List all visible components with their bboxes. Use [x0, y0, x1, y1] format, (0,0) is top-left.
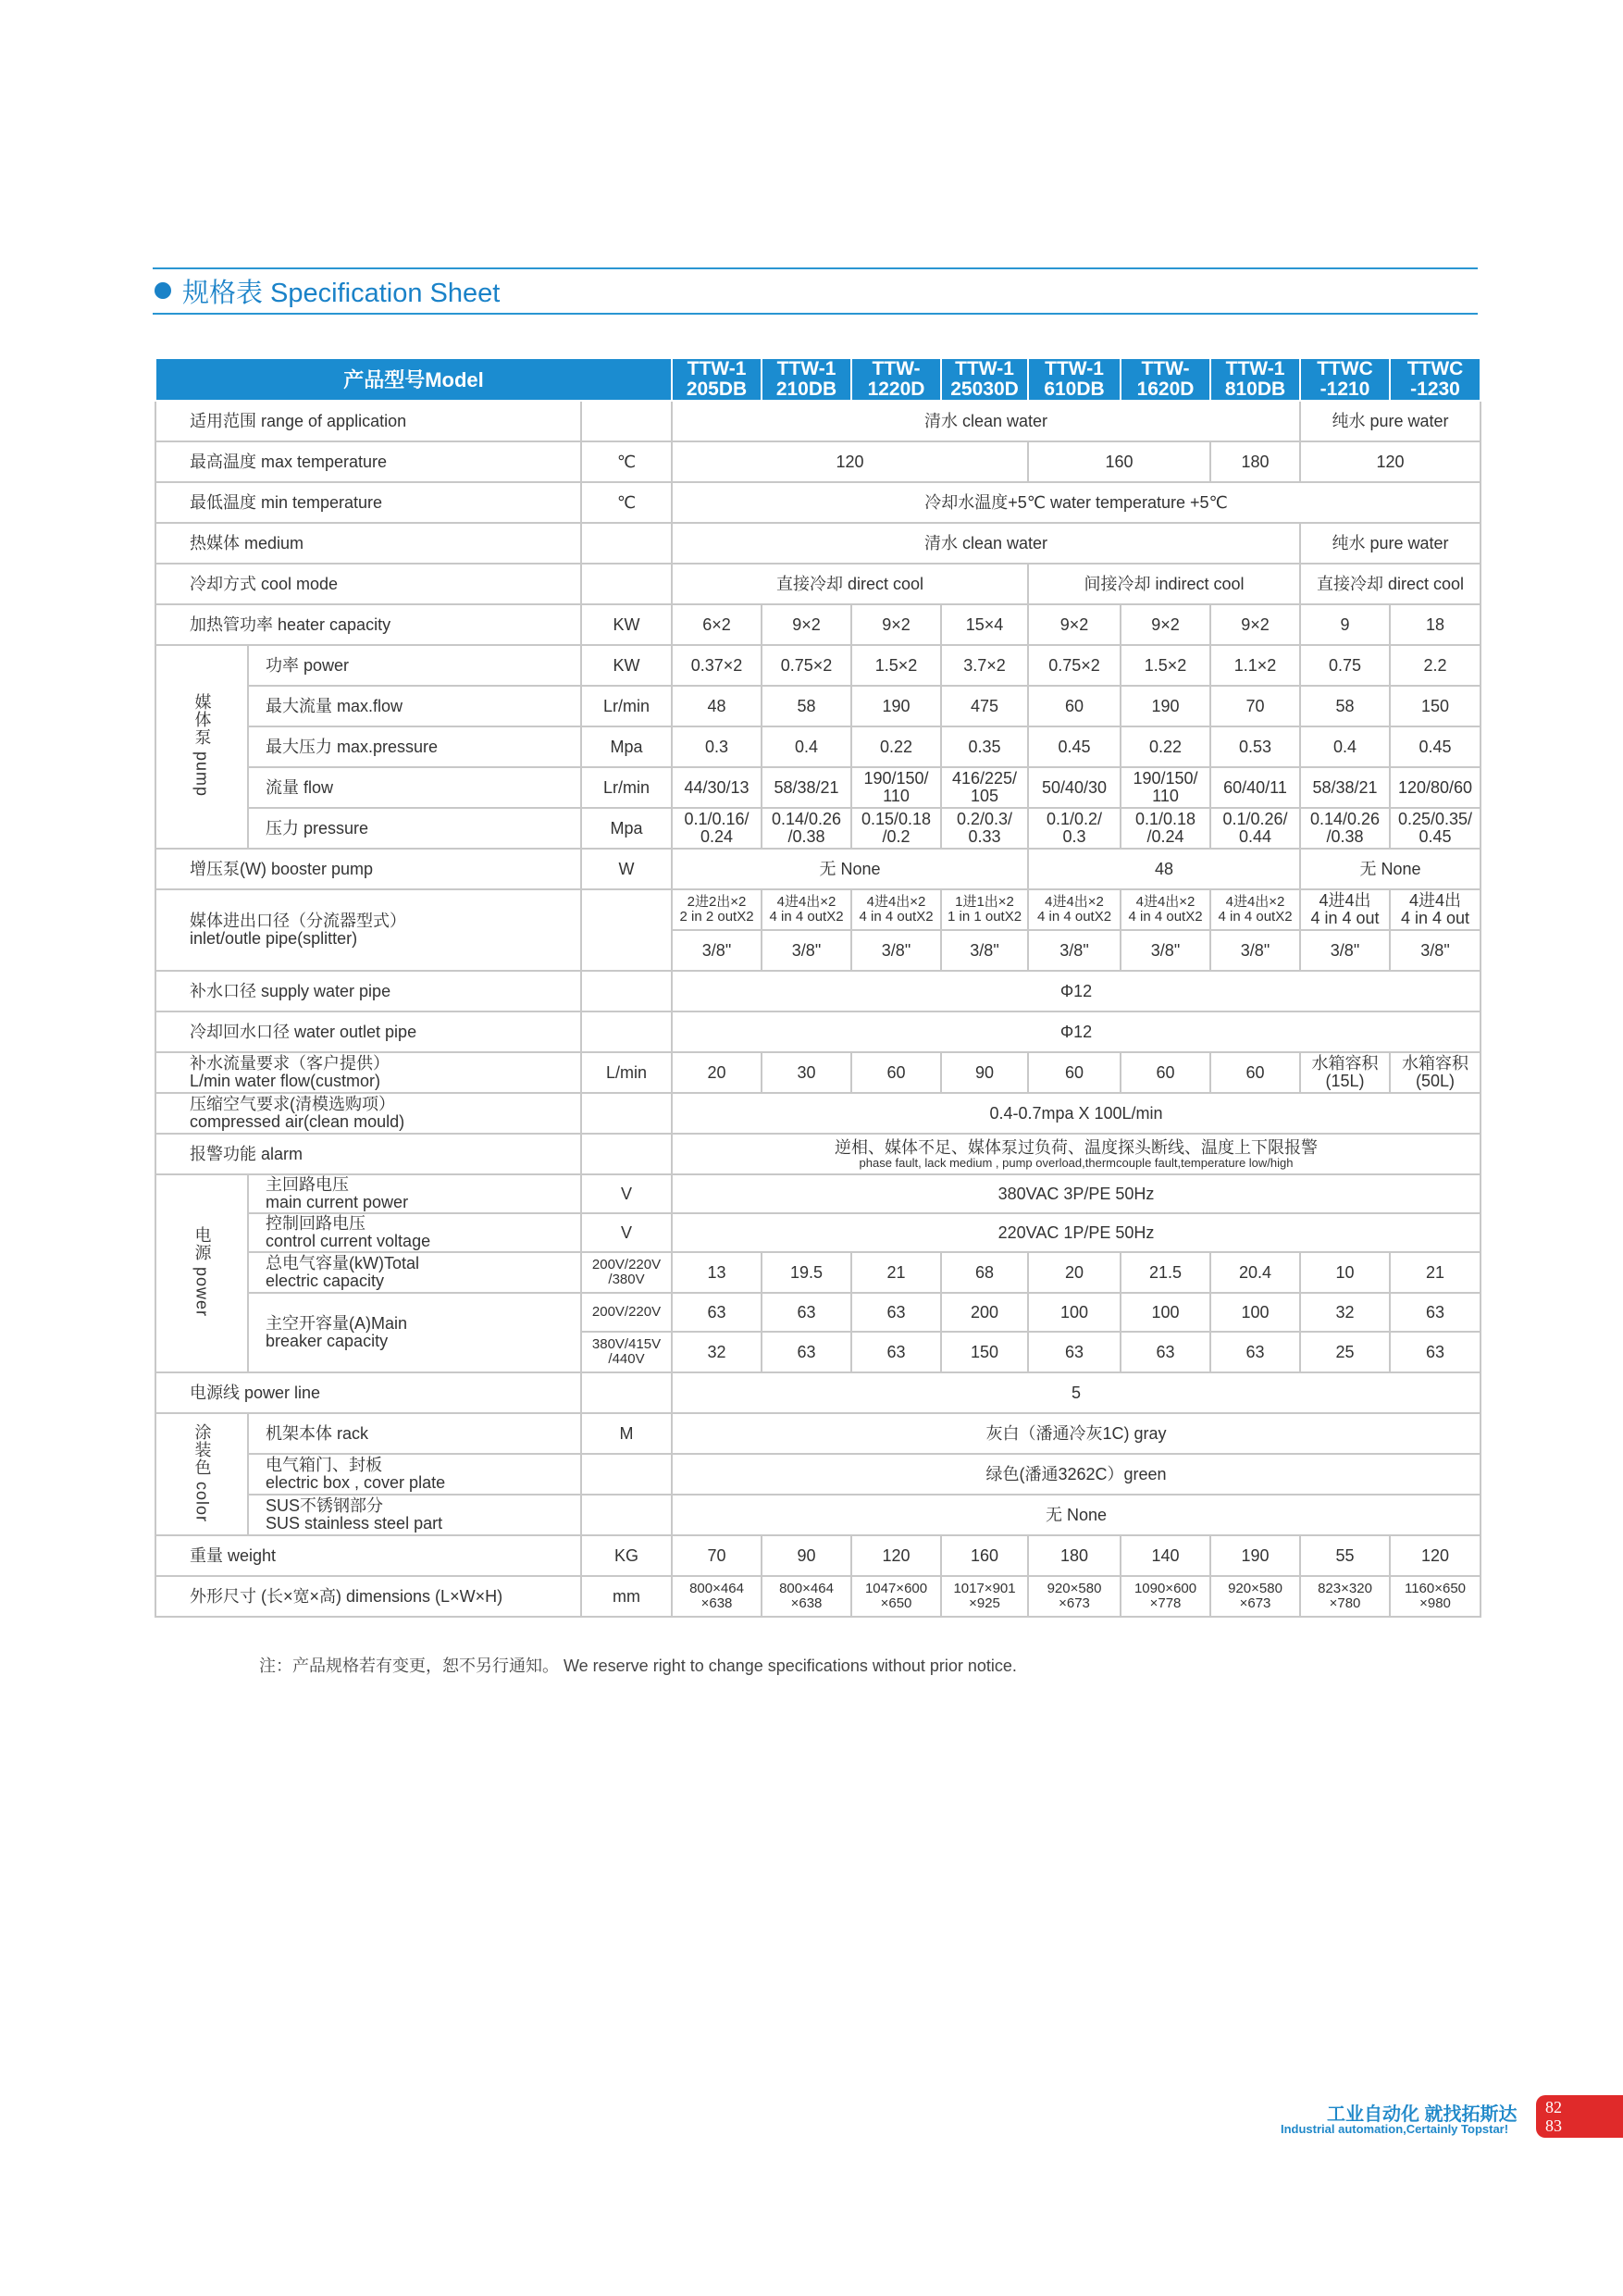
value-cell: 100	[1210, 1293, 1300, 1332]
value-cell: 4进4出×2 4 in 4 outX2	[1210, 889, 1300, 930]
page-number-right: 83	[1545, 2116, 1562, 2135]
unit-cell: M	[581, 1413, 672, 1454]
value-cell: 绿色(潘通3262C）green	[672, 1454, 1481, 1495]
value-cell: 90	[762, 1535, 851, 1576]
sub-row-label: 主空开容量(A)Main breaker capacity	[248, 1293, 581, 1372]
value-cell: 3/8"	[1028, 930, 1121, 971]
row-label: 热媒体 medium	[155, 523, 581, 564]
row-label: 最高温度 max temperature	[155, 441, 581, 482]
value-cell: 0.2/0.3/ 0.33	[941, 808, 1028, 849]
table-row	[155, 1093, 1481, 1134]
value-cell: Φ12	[672, 1011, 1481, 1052]
unit-cell: ℃	[581, 441, 672, 482]
unit-cell: Mpa	[581, 808, 672, 849]
sub-row-label: 总电气容量(kW)Total electric capacity	[248, 1252, 581, 1293]
value-cell: 冷却水温度+5℃ water temperature +5℃	[672, 482, 1481, 523]
value-cell: 63	[1028, 1332, 1121, 1372]
value-cell: 48	[672, 686, 762, 726]
value-cell: 1.5×2	[1121, 645, 1210, 686]
row-label: 补水流量要求（客户提供） L/min water flow(custmor)	[155, 1052, 581, 1093]
row-label: 压缩空气要求(清模选购项） compressed air(clean mould)	[155, 1093, 581, 1134]
value-cell: 0.3	[672, 726, 762, 767]
model-header-cell: TTW-1 210DB	[762, 358, 851, 401]
value-cell: 0.53	[1210, 726, 1300, 767]
value-cell: 58/38/21	[1300, 767, 1390, 808]
sub-row-label: 最大压力 max.pressure	[248, 726, 581, 767]
unit-cell: KG	[581, 1535, 672, 1576]
value-cell: 无 None	[672, 849, 1028, 889]
unit-cell: Lr/min	[581, 686, 672, 726]
value-cell: 0.25/0.35/ 0.45	[1390, 808, 1481, 849]
value-cell: 160	[1028, 441, 1210, 482]
unit-cell: V	[581, 1213, 672, 1252]
value-cell: 无 None	[1300, 849, 1481, 889]
table-row	[155, 604, 1481, 645]
value-cell: 3/8"	[1121, 930, 1210, 971]
value-cell: 160	[941, 1535, 1028, 1576]
row-label: 冷却方式 cool mode	[155, 564, 581, 604]
bullet-icon	[155, 282, 171, 299]
table-row	[155, 767, 1481, 808]
value-cell: 63	[1121, 1332, 1210, 1372]
row-label: 媒体进出口径（分流器型式） inlet/outle pipe(splitter)	[155, 889, 581, 971]
table-row	[155, 1454, 1481, 1495]
group-label-text: 涂装色 color	[192, 1422, 212, 1522]
value-cell: 32	[1300, 1293, 1390, 1332]
value-cell: 180	[1210, 441, 1300, 482]
unit-cell: 380V/415V /440V	[581, 1332, 672, 1372]
group-label-text: 媒体泵 pump	[192, 693, 212, 798]
table-row	[155, 1413, 1481, 1454]
value-cell: 0.75	[1300, 645, 1390, 686]
unit-cell	[581, 1372, 672, 1413]
row-label: 加热管功率 heater capacity	[155, 604, 581, 645]
value-cell: 0.4	[1300, 726, 1390, 767]
value-cell: 120	[1300, 441, 1481, 482]
value-cell: 823×320 ×780	[1300, 1576, 1390, 1617]
value-cell: 6×2	[672, 604, 762, 645]
value-cell: 63	[672, 1293, 762, 1332]
value-cell: 灰白（潘通冷灰1C) gray	[672, 1413, 1481, 1454]
unit-cell: KW	[581, 645, 672, 686]
value-cell: 2进2出×2 2 in 2 outX2	[672, 889, 762, 930]
section-bottom-rule	[153, 313, 1478, 315]
unit-cell: mm	[581, 1576, 672, 1617]
value-cell: 0.75×2	[762, 645, 851, 686]
value-cell: 9×2	[851, 604, 941, 645]
section-title: 规格表 Specification Sheet	[182, 278, 501, 308]
unit-cell: V	[581, 1174, 672, 1213]
value-cell: 90	[941, 1052, 1028, 1093]
value-cell: 44/30/13	[672, 767, 762, 808]
table-row	[155, 1011, 1481, 1052]
value-cell: 清水 clean water	[672, 401, 1300, 441]
value-cell: 1090×600 ×778	[1121, 1576, 1210, 1617]
sub-row-label: 最大流量 max.flow	[248, 686, 581, 726]
value-cell: 4进4出×2 4 in 4 outX2	[851, 889, 941, 930]
table-row	[155, 1293, 1481, 1332]
value-cell: 50/40/30	[1028, 767, 1121, 808]
row-label: 冷却回水口径 water outlet pipe	[155, 1011, 581, 1052]
value-cell: 10	[1300, 1252, 1390, 1293]
table-row	[155, 1174, 1481, 1213]
unit-cell	[581, 889, 672, 971]
model-header-cell: TTW-1 610DB	[1028, 358, 1121, 401]
model-header-cell: TTWC -1230	[1390, 358, 1481, 401]
value-cell: 0.1/0.2/ 0.3	[1028, 808, 1121, 849]
table-row	[155, 849, 1481, 889]
value-cell: 60	[1210, 1052, 1300, 1093]
value-cell: 19.5	[762, 1252, 851, 1293]
value-cell: 3/8"	[1390, 930, 1481, 971]
value-cell: 100	[1028, 1293, 1121, 1332]
table-row	[155, 523, 1481, 564]
footer-slogan-en: Industrial automation,Certainly Topstar!	[1281, 2122, 1509, 2136]
value-cell: 1160×650 ×980	[1390, 1576, 1481, 1617]
value-cell: 0.22	[1121, 726, 1210, 767]
table-row	[155, 358, 1481, 401]
value-cell: 0.37×2	[672, 645, 762, 686]
value-cell: 0.4	[762, 726, 851, 767]
row-label: 增压泵(W) booster pump	[155, 849, 581, 889]
table-row	[155, 441, 1481, 482]
value-cell: 4进4出×2 4 in 4 outX2	[1121, 889, 1210, 930]
table-row	[155, 1495, 1481, 1535]
unit-cell: Mpa	[581, 726, 672, 767]
unit-cell	[581, 1011, 672, 1052]
value-cell: 60	[1028, 1052, 1121, 1093]
spec-table	[155, 357, 1481, 1618]
value-cell: 63	[1390, 1293, 1481, 1332]
row-label: 重量 weight	[155, 1535, 581, 1576]
value-cell: 3/8"	[851, 930, 941, 971]
value-cell: 0.75×2	[1028, 645, 1121, 686]
value-cell: 21	[851, 1252, 941, 1293]
value-cell: 9×2	[762, 604, 851, 645]
model-header-cell: TTWC -1210	[1300, 358, 1390, 401]
value-cell: 100	[1121, 1293, 1210, 1332]
value-cell: 18	[1390, 604, 1481, 645]
value-cell: 3/8"	[672, 930, 762, 971]
value-cell: 0.4-0.7mpa X 100L/min	[672, 1093, 1481, 1134]
value-cell: 920×580 ×673	[1210, 1576, 1300, 1617]
value-cell: 63	[762, 1293, 851, 1332]
value-cell: 1017×901 ×925	[941, 1576, 1028, 1617]
value-cell: 63	[1210, 1332, 1300, 1372]
value-cell: 30	[762, 1052, 851, 1093]
model-header-cell: TTW-1 205DB	[672, 358, 762, 401]
value-cell: 1047×600 ×650	[851, 1576, 941, 1617]
unit-cell: 200V/220V	[581, 1293, 672, 1332]
row-label: 最低温度 min temperature	[155, 482, 581, 523]
value-cell: 3/8"	[762, 930, 851, 971]
unit-cell: Lr/min	[581, 767, 672, 808]
value-cell: 0.45	[1390, 726, 1481, 767]
group-label-color	[155, 1413, 248, 1535]
value-cell: 55	[1300, 1535, 1390, 1576]
value-cell: 70	[672, 1535, 762, 1576]
value-cell: 800×464 ×638	[762, 1576, 851, 1617]
section-heading	[155, 274, 500, 307]
value-cell: 60/40/11	[1210, 767, 1300, 808]
value-cell: 4进4出×2 4 in 4 outX2	[1028, 889, 1121, 930]
value-cell: 63	[1390, 1332, 1481, 1372]
value-cell: 58	[762, 686, 851, 726]
value-cell: 120	[1390, 1535, 1481, 1576]
sub-row-label: SUS不锈钢部分 SUS stainless steel part	[248, 1495, 581, 1535]
value-cell: 21	[1390, 1252, 1481, 1293]
value-cell: 0.1/0.16/ 0.24	[672, 808, 762, 849]
value-cell: 800×464 ×638	[672, 1576, 762, 1617]
value-cell: 2.2	[1390, 645, 1481, 686]
table-row	[155, 1535, 1481, 1576]
value-cell: 4进4出 4 in 4 out	[1390, 889, 1481, 930]
value-cell: 9×2	[1028, 604, 1121, 645]
value-cell: 21.5	[1121, 1252, 1210, 1293]
page-number-left: 82	[1545, 2098, 1562, 2116]
value-cell: 60	[1121, 1052, 1210, 1093]
value-cell: 1进1出×2 1 in 1 outX2	[941, 889, 1028, 930]
value-cell: 150	[941, 1332, 1028, 1372]
row-label: 报警功能 alarm	[155, 1134, 581, 1174]
value-cell: 220VAC 1P/PE 50Hz	[672, 1213, 1481, 1252]
row-label: 外形尺寸 (长×宽×高) dimensions (L×W×H)	[155, 1576, 581, 1617]
footnote: 注：产品规格若有变更，恕不另行通知。 We reserve right to change specifications without prior notice.	[259, 1657, 1017, 1675]
table-row	[155, 1576, 1481, 1617]
value-cell: 15×4	[941, 604, 1028, 645]
value-cell: 0.1/0.18 /0.24	[1121, 808, 1210, 849]
value-cell: 20	[672, 1052, 762, 1093]
value-cell: 190/150/ 110	[1121, 767, 1210, 808]
value-cell: 1.1×2	[1210, 645, 1300, 686]
value-cell: 20.4	[1210, 1252, 1300, 1293]
unit-cell	[581, 401, 672, 441]
value-cell: 纯水 pure water	[1300, 401, 1481, 441]
value-cell: 25	[1300, 1332, 1390, 1372]
value-cell: 水箱容积 (50L)	[1390, 1052, 1481, 1093]
table-row	[155, 482, 1481, 523]
table-row	[155, 971, 1481, 1011]
unit-cell	[581, 1454, 672, 1495]
alarm-text-en: phase fault, lack medium , pump overload,thermcouple fault,temperature low/high	[859, 1155, 1294, 1170]
value-cell: 32	[672, 1332, 762, 1372]
value-cell: 9×2	[1121, 604, 1210, 645]
value-cell: 416/225/ 105	[941, 767, 1028, 808]
value-cell: 间接冷却 indirect cool	[1028, 564, 1300, 604]
group-label-power	[155, 1174, 248, 1372]
value-cell: 190	[1210, 1535, 1300, 1576]
sub-row-label: 流量 flow	[248, 767, 581, 808]
sub-row-label: 机架本体 rack	[248, 1413, 581, 1454]
sub-row-label: 功率 power	[248, 645, 581, 686]
table-row	[155, 808, 1481, 849]
alarm-cell	[672, 1134, 1481, 1174]
group-label-pump	[155, 645, 248, 849]
value-cell: 20	[1028, 1252, 1121, 1293]
value-cell: 9×2	[1210, 604, 1300, 645]
table-row	[155, 1252, 1481, 1293]
value-cell: 380VAC 3P/PE 50Hz	[672, 1174, 1481, 1213]
value-cell: 63	[762, 1332, 851, 1372]
alarm-text-cn: 逆相、媒体不足、媒体泵过负荷、温度探头断线、温度上下限报警	[835, 1137, 1319, 1157]
section-top-rule	[153, 267, 1478, 269]
table-row	[155, 726, 1481, 767]
value-cell: 直接冷却 direct cool	[672, 564, 1028, 604]
value-cell: 150	[1390, 686, 1481, 726]
unit-cell	[581, 564, 672, 604]
value-cell: 1.5×2	[851, 645, 941, 686]
row-label: 电源线 power line	[155, 1372, 581, 1413]
unit-cell: KW	[581, 604, 672, 645]
value-cell: 4进4出 4 in 4 out	[1300, 889, 1390, 930]
table-row	[155, 564, 1481, 604]
unit-cell: 200V/220V /380V	[581, 1252, 672, 1293]
unit-cell	[581, 1134, 672, 1174]
value-cell: 200	[941, 1293, 1028, 1332]
value-cell: 120	[672, 441, 1028, 482]
model-header-cell: TTW-1 810DB	[1210, 358, 1300, 401]
value-cell: 120	[851, 1535, 941, 1576]
model-header-cell: TTW-1 25030D	[941, 358, 1028, 401]
table-row	[155, 1372, 1481, 1413]
sub-row-label: 电气箱门、封板 electric box , cover plate	[248, 1454, 581, 1495]
value-cell: 3/8"	[1210, 930, 1300, 971]
value-cell: 70	[1210, 686, 1300, 726]
model-header-cell: TTW- 1620D	[1121, 358, 1210, 401]
value-cell: 水箱容积 (15L)	[1300, 1052, 1390, 1093]
value-cell: 0.45	[1028, 726, 1121, 767]
value-cell: 60	[1028, 686, 1121, 726]
value-cell: 13	[672, 1252, 762, 1293]
value-cell: 3/8"	[941, 930, 1028, 971]
row-label: 适用范围 range of application	[155, 401, 581, 441]
value-cell: 0.15/0.18 /0.2	[851, 808, 941, 849]
value-cell: 3.7×2	[941, 645, 1028, 686]
model-header-cell: TTW- 1220D	[851, 358, 941, 401]
value-cell: 63	[851, 1332, 941, 1372]
unit-cell	[581, 523, 672, 564]
value-cell: 68	[941, 1252, 1028, 1293]
value-cell: 140	[1121, 1535, 1210, 1576]
unit-cell: W	[581, 849, 672, 889]
model-header: 产品型号Model	[155, 358, 672, 401]
table-row	[155, 1052, 1481, 1093]
value-cell: 920×580 ×673	[1028, 1576, 1121, 1617]
value-cell: 120/80/60	[1390, 767, 1481, 808]
unit-cell: L/min	[581, 1052, 672, 1093]
value-cell: 0.22	[851, 726, 941, 767]
table-row	[155, 401, 1481, 441]
table-row	[155, 645, 1481, 686]
table-row	[155, 686, 1481, 726]
value-cell: 5	[672, 1372, 1481, 1413]
value-cell: 0.14/0.26 /0.38	[762, 808, 851, 849]
value-cell: 0.14/0.26 /0.38	[1300, 808, 1390, 849]
footer-slogan-cn: 工业自动化 就找拓斯达	[1327, 2104, 1518, 2125]
value-cell: 0.35	[941, 726, 1028, 767]
unit-cell	[581, 1495, 672, 1535]
unit-cell	[581, 1093, 672, 1134]
sub-row-label: 主回路电压 main current power	[248, 1174, 581, 1213]
value-cell: 4进4出×2 4 in 4 outX2	[762, 889, 851, 930]
unit-cell	[581, 971, 672, 1011]
value-cell: 直接冷却 direct cool	[1300, 564, 1481, 604]
row-label: 补水口径 supply water pipe	[155, 971, 581, 1011]
value-cell: 58	[1300, 686, 1390, 726]
value-cell: 190	[851, 686, 941, 726]
value-cell: Φ12	[672, 971, 1481, 1011]
unit-cell: ℃	[581, 482, 672, 523]
value-cell: 63	[851, 1293, 941, 1332]
value-cell: 60	[851, 1052, 941, 1093]
value-cell: 475	[941, 686, 1028, 726]
value-cell: 190	[1121, 686, 1210, 726]
group-label-text: 电源 power	[192, 1226, 212, 1318]
value-cell: 3/8"	[1300, 930, 1390, 971]
value-cell: 0.1/0.26/ 0.44	[1210, 808, 1300, 849]
sub-row-label: 压力 pressure	[248, 808, 581, 849]
table-row	[155, 889, 1481, 930]
value-cell: 58/38/21	[762, 767, 851, 808]
value-cell: 纯水 pure water	[1300, 523, 1481, 564]
value-cell: 无 None	[672, 1495, 1481, 1535]
page-number-tab	[1536, 2095, 1623, 2138]
value-cell: 清水 clean water	[672, 523, 1300, 564]
value-cell: 48	[1028, 849, 1300, 889]
table-row	[155, 1134, 1481, 1174]
value-cell: 180	[1028, 1535, 1121, 1576]
value-cell: 9	[1300, 604, 1390, 645]
value-cell: 190/150/ 110	[851, 767, 941, 808]
table-row	[155, 1213, 1481, 1252]
sub-row-label: 控制回路电压 control current voltage	[248, 1213, 581, 1252]
